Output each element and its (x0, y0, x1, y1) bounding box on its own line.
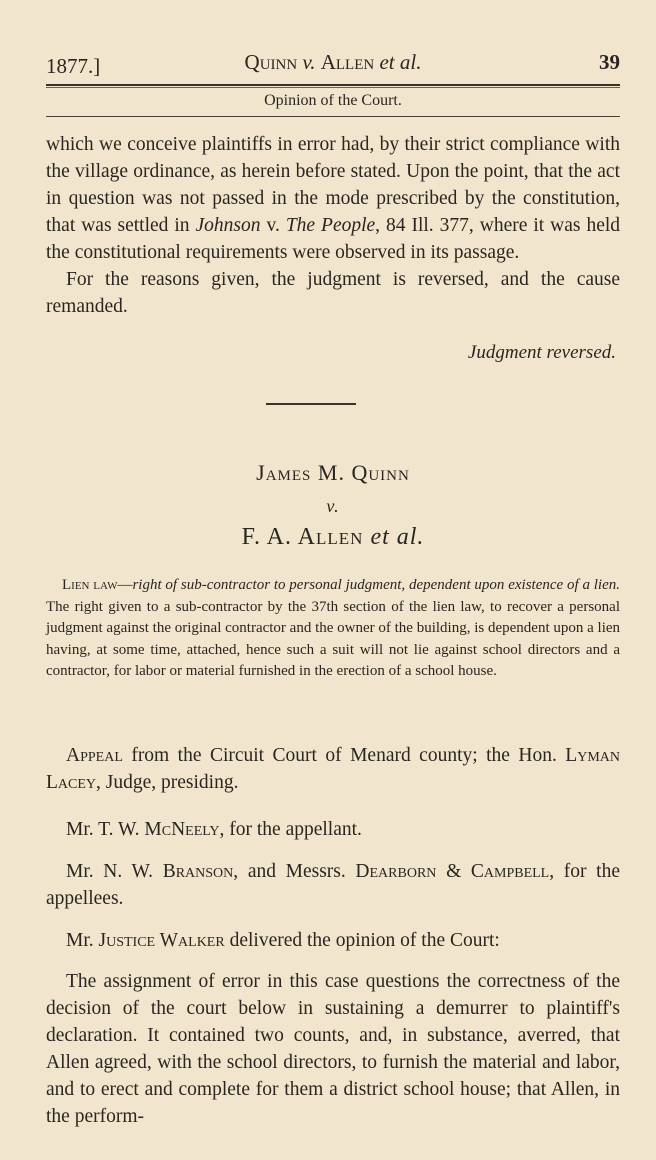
justice-line (46, 927, 620, 954)
header-rule-thin (46, 87, 620, 88)
para1-case-name-2: The People (285, 215, 376, 236)
appeal-text-2: , Judge, presiding. (96, 772, 239, 793)
appeal-para (46, 742, 620, 796)
syllabus (46, 575, 620, 683)
appeal-word: Appeal (66, 745, 123, 766)
syllabus-head: Lien law (62, 577, 118, 593)
appellee-name: F. A. Allen (241, 524, 364, 550)
counsel2-firm2: Campbell (470, 861, 550, 882)
case-appellant: James M. Quinn (256, 460, 410, 485)
counsel2-prefix: Mr. N. W. (66, 861, 163, 882)
counsel2-name: Branson (162, 861, 234, 882)
counsel1-name: McNeely (144, 819, 220, 840)
appeal-text-1: from the Circuit Court of Menard county; the Hon. (122, 745, 566, 766)
counsel2-mid: , and Messrs. (233, 861, 356, 882)
header-title (46, 50, 620, 75)
counsel-appellees (46, 858, 620, 912)
main-opinion: The assignment of error in this case questions the correctness of the decision of the court below in sustaining a demurrer to plaintiff's declaration. It contained two counts, and, in substance, averred, that Allen agreed, with the school directors, to furnish the material and labor, and to erect and complete for them a district school house; that Allen, in the perform- (46, 971, 620, 1127)
justice-suffix: delivered the opinion of the Court: (224, 930, 500, 951)
case-appellee (46, 524, 620, 551)
para1-case-name: Johnson (195, 215, 261, 236)
case-divider (266, 403, 356, 405)
opinion-para-1 (46, 131, 620, 266)
syllabus-text: The right given to a sub-contractor by the 37th section of the lien law, to recover a personal judgment against the original contractor and the owner of the building, is dependent upon a lien having, at some time, attached, hence such a suit will not lie against school directors and a contractor, for labor or material furnished in the erection of a school house. (46, 598, 621, 680)
para1-v: v. (260, 215, 286, 236)
section-rule (46, 116, 620, 117)
counsel2-amp: & (436, 861, 471, 882)
counsel1-suffix: , for the appellant. (219, 819, 362, 840)
para1-text-a: which we conceive plaintiffs in error had, by their strict compliance with the village ordinance, as herein before stated. Upon the point, that the act in question was not passed in the mode prescribed by the constitution, that was settled in (46, 134, 620, 236)
para1-text-b: , 84 Ill. 377, where it was held the constitutional requirements were observed in its passage. (46, 215, 621, 263)
appeal-judge: Lyman Lacey (46, 745, 620, 793)
counsel-appellant (46, 816, 620, 843)
opinion-end-text (46, 131, 620, 320)
counsel2-firm1: Dearborn (355, 861, 437, 882)
syllabus-dash: — (117, 577, 133, 593)
judgment-reversed: Judgment reversed. (467, 342, 616, 363)
syllabus-topic: right of sub-contractor to personal judgment, dependent upon existence of a lien. (132, 577, 620, 593)
header-etal: et al. (379, 50, 422, 74)
header-party2: Allen (320, 50, 375, 74)
justice-prefix: Mr. (66, 930, 99, 951)
header-year: 1877.] (46, 54, 101, 78)
header-party1: Quinn (244, 50, 298, 74)
running-head (46, 46, 620, 76)
justice-title: Justice Walker (98, 930, 225, 951)
page-number: 39 (599, 50, 620, 74)
opinion-para-2: For the reasons given, the judgment is reversed, and the cause remanded. (46, 269, 620, 317)
case-versus: v. (326, 496, 340, 516)
counsel2-suffix: , for the appellees. (46, 861, 620, 909)
counsel1-prefix: Mr. T. W. (66, 819, 145, 840)
header-rule (46, 84, 620, 86)
syllabus-para (46, 575, 620, 683)
header-v: v. (302, 50, 316, 74)
appellee-etal: et al. (370, 524, 425, 550)
section-label: Opinion of the Court. (264, 92, 402, 109)
